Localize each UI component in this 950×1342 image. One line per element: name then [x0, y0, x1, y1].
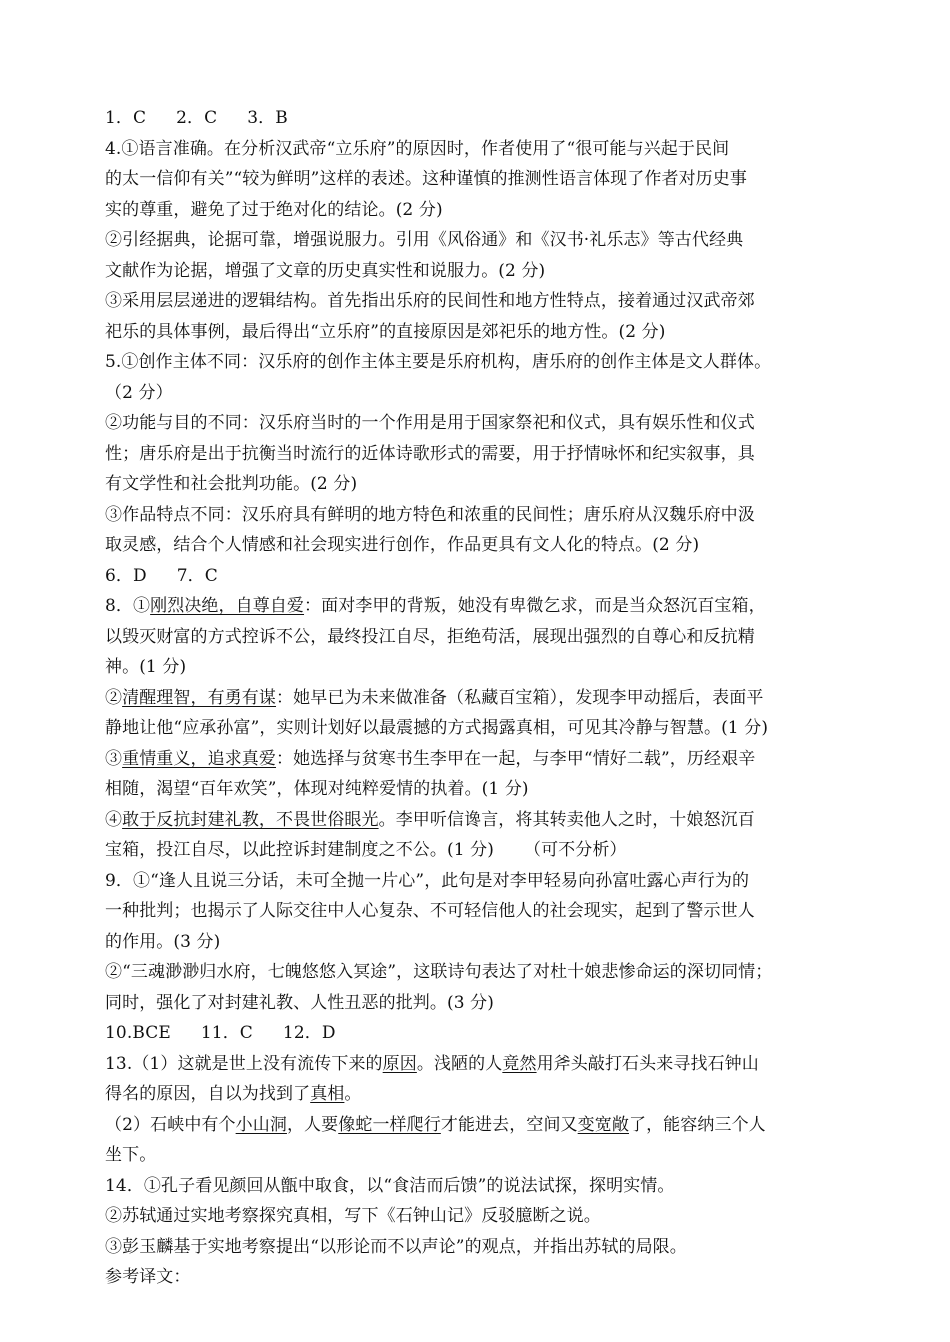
- q4-line-4: ②引经据典，论据可靠，增强说服力。引用《风俗通》和《汉书·礼乐志》等古代经典: [105, 230, 744, 250]
- q13-text: 了，能容纳三个人: [628, 1114, 766, 1135]
- q4-line-6: ③采用层层递进的逻辑结构。首先指出乐府的民间性和地方性特点，接着通过汉武帝郊: [105, 291, 755, 311]
- q8-point-4-number: ④: [105, 809, 123, 830]
- q8-point-4-text-2: 宝箱，投江自尽，以此控诉封建制度之不公。(1 分): [105, 840, 494, 860]
- q13-text: ，人要: [286, 1114, 339, 1135]
- mc-answers-6-7: [105, 561, 875, 592]
- q8-point-2-number: ②: [105, 687, 123, 708]
- q8-point-2-text: ：她早已为未来做准备（私藏百宝箱），发现李甲动摇后，表面平: [276, 687, 764, 708]
- q8-point-4-line-2: [105, 835, 875, 866]
- q5-line-1: 5.①创作主体不同：汉乐府的创作主体主要是乐府机构，唐乐府的创作主体是文人群体。: [105, 352, 772, 372]
- q13-keyword: 像蛇一样爬行: [338, 1114, 441, 1135]
- q13-line-1: [105, 1049, 875, 1080]
- q14-line-1: 14．①孔子看见颜回从甑中取食，以“食洁而后馈”的说法试探，探明实情。: [105, 1175, 675, 1196]
- q13-text: 13.（1）这就是世上没有流传下来的: [105, 1053, 383, 1074]
- q9-line-4: ②“三魂渺渺归水府，七魄悠悠入冥途”，这联诗句表达了对杜十娘悲惨命运的深切同情；: [105, 962, 773, 982]
- answer-3: 3．B: [247, 108, 288, 128]
- answer-11: 11．C: [200, 1023, 253, 1043]
- q8-point-1-keyword: 刚烈决绝，自尊自爱: [150, 596, 305, 616]
- q8-point-2-line-2: 静地让他“应承孙富”，实则计划好以最震撼的方式揭露真相，可见其冷静与智慧。(1 分): [105, 718, 769, 738]
- q8-point-3-text: ：她选择与贫寒书生李甲在一起，与李甲“情好二载”，历经艰辛: [276, 748, 756, 769]
- q8-point-3-keyword: 重情重义，追求真爱: [122, 748, 277, 769]
- q5-line-6: ③作品特点不同：汉乐府具有鲜明的地方特色和浓重的民间性；唐乐府从汉魏乐府中汲: [105, 504, 755, 525]
- q8-point-2-line-1: [105, 683, 875, 714]
- q4-line-2: 的太一信仰有关”“较为鲜明”这样的表述。这种谨慎的推测性语言体现了作者对历史事: [105, 169, 747, 189]
- q13-keyword: 竟然: [502, 1053, 537, 1074]
- q9-line-5: 同时，强化了对封建礼教、人性丑恶的批判。(3 分): [105, 992, 494, 1013]
- answer-key-page: [105, 103, 875, 1293]
- q8-point-3-line-2: 相随，渴望“百年欢笑”，体现对纯粹爱情的执着。(1 分): [105, 779, 529, 799]
- q8-point-4-text: 。李甲听信谗言，将其转卖他人之时，十娘怒沉百: [378, 809, 755, 830]
- answer-7: 7．C: [176, 565, 218, 586]
- q9-line-1: 9．①“逢人且说三分话，未可全抛一片心”，此句是对李甲轻易向孙富吐露心声行为的: [105, 870, 750, 891]
- q13-line-4: 坐下。: [105, 1145, 157, 1165]
- q13-text: （2）石峡中有个: [105, 1114, 236, 1135]
- q4-line-1: 4.①语言准确。在分析汉武帝“立乐府”的原因时，作者使用了“很可能与兴起于民间: [105, 138, 730, 159]
- q5-line-3: ②功能与目的不同：汉乐府当时的一个作用是用于国家祭祀和仪式，具有娱乐性和仪式: [105, 413, 755, 433]
- q13-text: 得名的原因，自以为找到了: [105, 1084, 311, 1104]
- q13-text: 才能进去，空间又: [440, 1114, 578, 1135]
- q4-line-5: 文献作为论据，增强了文章的历史真实性和说服力。(2 分): [105, 260, 546, 281]
- q14-line-2: ②苏轼通过实地考察探究真相，写下《石钟山记》反驳臆断之说。: [105, 1206, 601, 1226]
- q13-text: 。: [344, 1084, 362, 1104]
- q14-line-3: ③彭玉麟基于实地考察提出“以形论而不以声论”的观点，并指出苏轼的局限。: [105, 1236, 687, 1257]
- q5-line-5: 有文学性和社会批判功能。(2 分): [105, 474, 358, 494]
- q4-line-3: 实的尊重，避免了过于绝对化的结论。(2 分): [105, 199, 443, 220]
- q13-keyword: 真相: [310, 1084, 345, 1104]
- translation-heading: 参考译文：: [105, 1267, 191, 1287]
- q13-text: 用斧头敲打石头来寻找石钟山: [536, 1053, 759, 1074]
- q8-point-1-line-3: 神。(1 分): [105, 657, 187, 677]
- q8-point-1-number: 8．①: [105, 596, 151, 616]
- q5-line-7: 取灵感，结合个人情感和社会现实进行创作，作品更具有文人化的特点。(2 分): [105, 535, 700, 555]
- answer-1: 1．C: [105, 108, 147, 128]
- answer-2: 2．C: [176, 108, 218, 128]
- q8-optional-note: （可不分析）: [523, 840, 627, 860]
- q13-line-3: [105, 1110, 875, 1141]
- q13-keyword: 变宽敞: [577, 1114, 629, 1135]
- q8-point-1-line-1: [105, 591, 875, 622]
- q13-keyword: 小山洞: [235, 1114, 287, 1135]
- q9-line-2: 一种批判；也揭示了人际交往中人心复杂、不可轻信他人的社会现实，起到了警示世人: [105, 901, 755, 921]
- q5-line-2: （2 分）: [105, 382, 173, 403]
- q4-line-7: 祀乐的具体事例，最后得出“立乐府”的直接原因是郊祀乐的地方性。(2 分): [105, 321, 666, 342]
- q8-point-4-keyword: 敢于反抗封建礼教，不畏世俗眼光: [122, 809, 379, 830]
- q13-line-2: [105, 1079, 875, 1110]
- q13-keyword: 原因: [382, 1053, 417, 1074]
- q8-point-1-text: ：面对李甲的背叛，她没有卑微乞求，而是当众怒沉百宝箱，: [304, 596, 766, 616]
- q13-text: 。浅陋的人: [416, 1053, 503, 1074]
- q9-line-3: 的作用。(3 分): [105, 931, 221, 952]
- q8-point-1-line-2: 以毁灭财富的方式控诉不公，最终投江自尽，拒绝苟活，展现出强烈的自尊心和反抗精: [105, 626, 755, 647]
- answer-12: 12．D: [282, 1023, 336, 1043]
- q8-point-2-keyword: 清醒理智，有勇有谋: [122, 687, 277, 708]
- q8-point-3-line-1: [105, 744, 875, 775]
- answer-10: 10.BCE: [105, 1023, 171, 1043]
- q5-line-4: 性；唐乐府是出于抗衡当时流行的近体诗歌形式的需要，用于抒情咏怀和纪实叙事，具: [105, 443, 755, 464]
- q8-point-4-line-1: [105, 805, 875, 836]
- q8-point-3-number: ③: [105, 748, 123, 769]
- mc-answers-1-3: [105, 103, 875, 134]
- mc-answers-10-12: [105, 1018, 875, 1049]
- answer-6: 6．D: [105, 565, 147, 586]
